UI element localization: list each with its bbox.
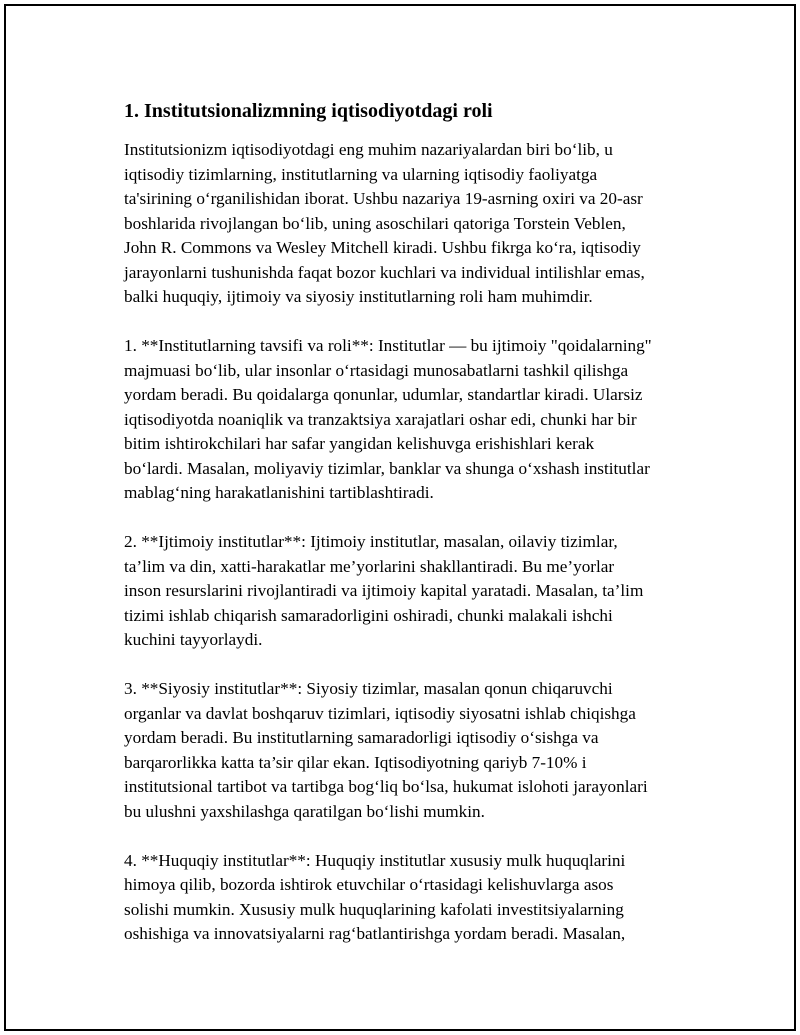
text-line: yordam beradi. Bu qoidalarga qonunlar, udumlar, standartlar kiradi. Ularsiz [124,385,643,404]
section-heading: 1. Institutsionalizmning iqtisodiyotdagi roli [124,100,493,122]
paragraph [124,334,702,506]
paragraph-list [122,138,702,947]
text-line: 4. **Huquqiy institutlar**: Huquqiy institutlar xususiy mulk huquqlarini [124,850,626,870]
paragraph [124,677,702,824]
text-line: mablag‘ning harakatlanishini tartiblashtiradi. [124,483,434,502]
text-line: tizimi ishlab chiqarish samaradorligini oshiradi, chunki malakali ishchi [124,605,613,625]
text-line: iqtisodiy tizimlarning, institutlarning va ularning iqtisodiy faoliyatga [124,164,598,184]
text-line: iqtisodiyotda noaniqlik va tranzaktsiya xarajatlari oshar edi, chunki har bir [124,409,637,429]
text-line: boshlarida rivojlangan bo‘lib, uning asoschilari qatoriga Torstein Veblen, [124,213,626,233]
text-line: oshishiga va innovatsiyalarni rag‘batlantirishga yordam beradi. Masalan, [124,924,626,943]
text-line: jarayonlarni tushunishda faqat bozor kuchlari va individual intilishlar emas, [124,262,645,282]
text-line: bitim ishtirokchilari har safar yangidan kelishuvga erishishlari kerak [124,434,595,453]
text-line: kuchini tayyorlaydi. [124,630,263,649]
paragraph [124,849,702,947]
text-line: inson resurslarini rivojlantiradi va ijtimoiy kapital yaratadi. Masalan, ta’lim [124,581,644,600]
paragraph [124,138,702,310]
text-line: 1. **Institutlarning tavsifi va roli**: Institutlar — bu ijtimoiy "qoidalarning" [124,336,652,355]
text-line: organlar va davlat boshqaruv tizimlari, iqtisodiy siyosatni ishlab chiqishga [124,703,636,723]
text-line: barqarorlikka katta ta’sir qilar ekan. Iqtisodiyotning qariyb 7-10% i [124,752,587,772]
text-line: bu ulushni yaxshilashga qaratilgan bo‘lishi mumkin. [124,801,485,821]
text-line: solishi mumkin. Xususiy mulk huquqlarining kafolati investitsiyalarning [124,899,624,919]
page-frame [4,4,796,1031]
text-line: ta’lim va din, xatti-harakatlar me’yorlarini shakllantiradi. Bu me’yorlar [124,556,615,576]
text-line: yordam beradi. Bu institutlarning samaradorligi iqtisodiy o‘sishga va [124,728,599,747]
paragraph [124,530,702,653]
text-line: 3. **Siyosiy institutlar**: Siyosiy tizimlar, masalan qonun chiqaruvchi [124,679,613,698]
text-line: ta'sirining o‘rganilishidan iborat. Ushbu nazariya 19-asrning oxiri va 20-asr [124,189,643,208]
text-line: John R. Commons va Wesley Mitchell kiradi. Ushbu fikrga ko‘ra, iqtisodiy [124,238,641,257]
text-line: balki huquqiy, ijtimoiy va siyosiy institutlarning roli ham muhimdir. [124,287,593,306]
text-line: institutsional tartibot va tartibga bog‘liq bo‘lsa, hukumat islohoti jarayonlari [124,777,648,796]
text-line: bo‘lardi. Masalan, moliyaviy tizimlar, banklar va shunga o‘xshash institutlar [124,458,650,478]
text-line: majmuasi bo‘lib, ular insonlar o‘rtasidagi munosabatlarni tashkil qilishga [124,360,629,380]
text-line: 2. **Ijtimoiy institutlar**: Ijtimoiy institutlar, masalan, oilaviy tizimlar, [124,532,618,551]
text-line: Institutsionizm iqtisodiyotdagi eng muhim nazariyalardan biri bo‘lib, u [124,140,613,159]
document-body [122,97,702,971]
text-line: himoya qilib, bozorda ishtirok etuvchilar o‘rtasidagi kelishuvlarga asos [124,875,614,894]
